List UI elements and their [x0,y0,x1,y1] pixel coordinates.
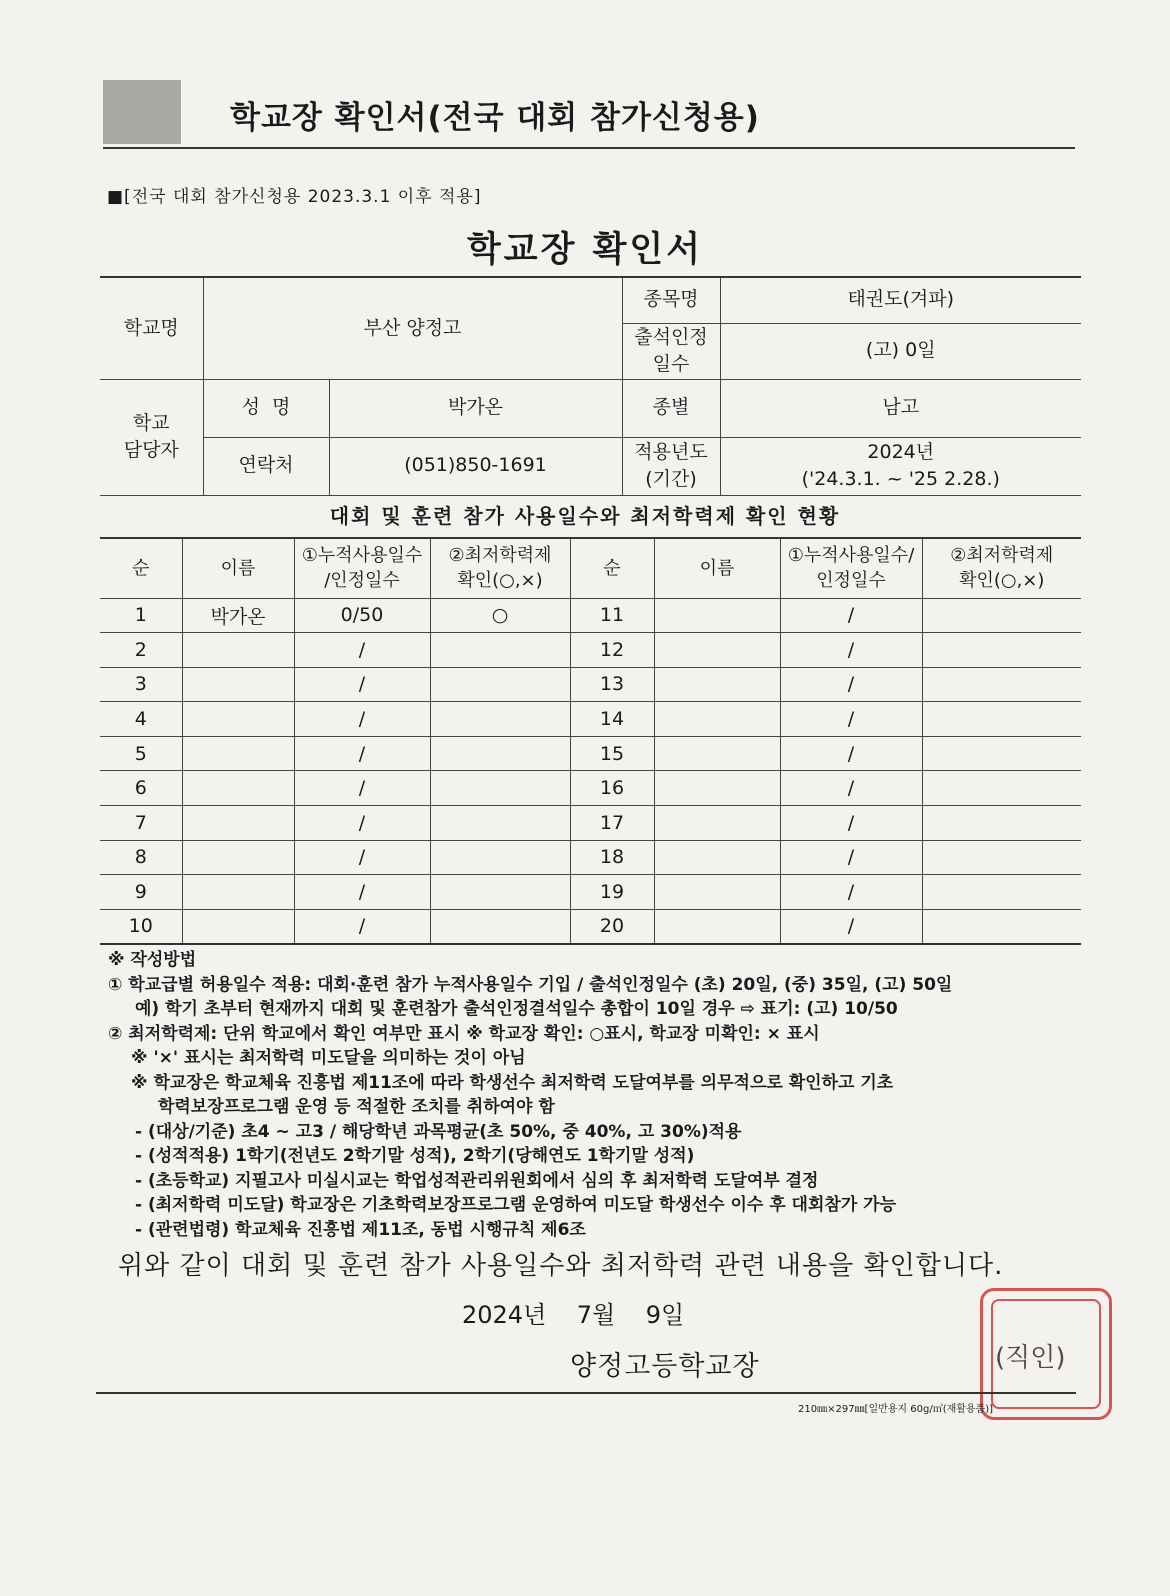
footer-divider [96,1392,1076,1394]
row-academic-right [922,633,1081,668]
applicability-note: ■[전국 대회 참가신청용 2023.3.1 이후 적용] [107,187,482,207]
name-label: 성 명 [203,379,329,437]
note-line-6: 학력보장프로그램 운영 등 적절한 조치를 취하여야 함 [158,1097,555,1117]
info-table [100,276,1081,496]
row-academic-left [430,771,570,806]
table-row [100,806,1081,841]
row-name-left [182,875,294,910]
note-line-11: - (관련법령) 학교체육 진흥법 제11조, 동법 시행규칙 제6조 [135,1219,586,1240]
manager-label: 학교 담당자 [100,379,203,495]
row-no-right: 12 [570,633,654,668]
table-row [100,702,1081,737]
row-academic-left [430,909,570,944]
row-name-left [182,771,294,806]
event-value: 태권도(겨파) [720,277,1081,323]
row-academic-left [430,875,570,910]
table-row [100,840,1081,875]
row-days-right: / [780,806,922,841]
note-line-5: ※ 학교장은 학교체육 진흥법 제11조에 따라 학생선수 최저학력 도달여부를 의무적으로 확인하고 기초 [131,1072,894,1093]
row-name-right [654,875,780,910]
col-days-right: ①누적사용일수/ 인정일수 [780,538,922,598]
row-no-left: 9 [100,875,182,910]
row-no-right: 18 [570,840,654,875]
row-no-left: 6 [100,771,182,806]
event-label: 종목명 [622,277,720,323]
school-label: 학교명 [100,277,203,379]
principal-name: 양정고등학교장 [570,1351,760,1382]
category-value: 남고 [720,379,1081,437]
note-line-2: 예) 학기 초부터 현재까지 대회 및 훈련참가 출석인정결석일수 총합이 10일 경우 ⇨ 표기: (고) 10/50 [135,999,898,1019]
row-days-left: / [294,736,430,771]
row-no-right: 15 [570,736,654,771]
row-days-left: / [294,806,430,841]
header-decoration [103,80,181,144]
note-line-4: ※ '×' 표시는 최저학력 미도달을 의미하는 것이 아님 [131,1048,526,1068]
row-academic-right [922,667,1081,702]
row-academic-left [430,736,570,771]
roster-body [100,598,1081,944]
year-value: 2024년 ('24.3.1. ~ '25 2.28.) [720,437,1081,495]
row-days-right: / [780,771,922,806]
row-days-right: / [780,633,922,668]
instructions [108,948,1098,1242]
roster-table [100,537,1081,945]
row-no-left: 3 [100,667,182,702]
row-no-right: 14 [570,702,654,737]
header-title: 학교장 확인서(전국 대회 참가신청용) [230,100,760,136]
col-name-right: 이름 [654,538,780,598]
row-academic-left [430,667,570,702]
row-name-left: 박가온 [182,598,294,633]
row-academic-right [922,875,1081,910]
attendance-value: (고) 0일 [720,323,1081,379]
row-days-right: / [780,702,922,737]
row-no-right: 11 [570,598,654,633]
row-academic-left: ○ [430,598,570,633]
row-academic-right [922,598,1081,633]
row-days-left: / [294,840,430,875]
row-name-left [182,702,294,737]
table-row [100,909,1081,944]
row-days-left: / [294,667,430,702]
note-line-3: ② 최저학력제: 단위 학교에서 확인 여부만 표시 ※ 학교장 확인: ○표시, 학교장 미확인: × 표시 [108,1023,820,1044]
school-value: 부산 양정고 [203,277,622,379]
table-row [100,771,1081,806]
table-row [100,633,1081,668]
row-no-left: 2 [100,633,182,668]
row-days-left: / [294,771,430,806]
row-name-right [654,840,780,875]
col-name-left: 이름 [182,538,294,598]
row-name-right [654,598,780,633]
row-academic-right [922,840,1081,875]
category-label: 종별 [622,379,720,437]
row-no-left: 8 [100,840,182,875]
paper-spec: 210㎜×297㎜[일반용지 60g/㎡(재활용품)] [798,1404,994,1415]
row-days-right: / [780,736,922,771]
note-line-7: - (대상/기준) 초4 ~ 고3 / 해당학년 과목평균(초 50%, 중 40%, 고 30%)적용 [135,1121,742,1142]
year-label: 적용년도 (기간) [622,437,720,495]
issue-date: 2024년 7월 9일 [462,1301,685,1329]
note-line-9: - (초등학교) 지필고사 미실시교는 학업성적관리위원회에서 심의 후 최저학력 도달여부 결정 [135,1170,819,1191]
row-academic-left [430,806,570,841]
official-seal [980,1288,1112,1420]
row-days-left: / [294,875,430,910]
row-name-left [182,633,294,668]
note-line-10: - (최저학력 미도달) 학교장은 기초학력보장프로그램 운영하여 미도달 학생선수 이수 후 대회참가 가능 [135,1195,896,1215]
row-days-left: 0/50 [294,598,430,633]
seal-label: (직인) [995,1343,1066,1373]
row-name-right [654,702,780,737]
row-days-left: / [294,909,430,944]
row-no-right: 19 [570,875,654,910]
row-academic-right [922,702,1081,737]
col-academic-right: ②최저학력제 확인(○,×) [922,538,1081,598]
col-days-left: ①누적사용일수 /인정일수 [294,538,430,598]
row-name-right [654,771,780,806]
row-name-right [654,909,780,944]
row-days-left: / [294,702,430,737]
note-line-1: ① 학교급별 허용일수 적용: 대회·훈련 참가 누적사용일수 기입 / 출석인정일수 (초) 20일, (중) 35일, (고) 50일 [108,974,953,995]
name-value: 박가온 [329,379,622,437]
row-days-right: / [780,667,922,702]
row-academic-left [430,702,570,737]
row-name-right [654,667,780,702]
col-no-left: 순 [100,538,182,598]
notes-heading: ※ 작성방법 [108,950,197,970]
note-line-8: - (성적적용) 1학기(전년도 2학기말 성적), 2학기(당해연도 1학기말 성적) [135,1146,695,1166]
row-name-left [182,806,294,841]
row-name-right [654,736,780,771]
table-row [100,875,1081,910]
row-days-right: / [780,909,922,944]
row-name-left [182,909,294,944]
row-days-left: / [294,633,430,668]
row-days-right: / [780,840,922,875]
row-no-left: 10 [100,909,182,944]
section-title: 대회 및 훈련 참가 사용일수와 최저학력제 확인 현황 [329,504,841,528]
header-divider [103,147,1075,149]
col-academic-left: ②최저학력제 확인(○,×) [430,538,570,598]
row-name-right [654,806,780,841]
col-no-right: 순 [570,538,654,598]
contact-label: 연락처 [203,437,329,495]
row-academic-right [922,806,1081,841]
attendance-label: 출석인정 일수 [622,323,720,379]
row-name-right [654,633,780,668]
row-no-left: 4 [100,702,182,737]
table-row [100,598,1081,633]
row-no-right: 17 [570,806,654,841]
row-name-left [182,667,294,702]
row-academic-right [922,771,1081,806]
row-days-right: / [780,875,922,910]
row-days-right: / [780,598,922,633]
row-no-right: 20 [570,909,654,944]
row-name-left [182,840,294,875]
row-no-right: 16 [570,771,654,806]
document-title: 학교장 확인서 [466,230,704,270]
row-no-right: 13 [570,667,654,702]
row-name-left [182,736,294,771]
row-academic-right [922,909,1081,944]
row-no-left: 5 [100,736,182,771]
table-row [100,667,1081,702]
row-academic-left [430,633,570,668]
table-row [100,736,1081,771]
contact-value: (051)850-1691 [329,437,622,495]
row-academic-left [430,840,570,875]
row-no-left: 7 [100,806,182,841]
row-no-left: 1 [100,598,182,633]
row-academic-right [922,736,1081,771]
confirmation-statement: 위와 같이 대회 및 훈련 참가 사용일수와 최저학력 관련 내용을 확인합니다. [118,1251,1004,1281]
